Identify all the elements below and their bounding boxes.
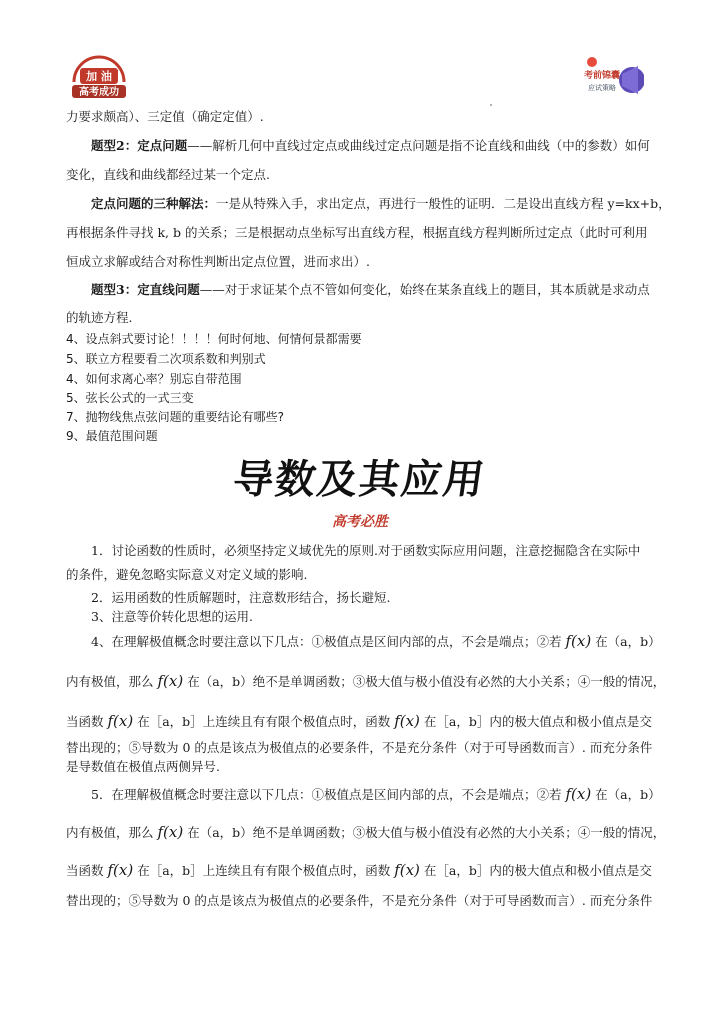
- paragraph-fixed-line: [66, 281, 662, 299]
- page-subtitle: 高考必胜: [332, 514, 388, 530]
- text-line: 的条件，避免忽略实际意义对定义域的影响.: [66, 567, 308, 582]
- math-fx: f(x): [565, 785, 592, 803]
- text-span: 5．在理解极值概念时要注意以下几点：①极值点是区间内部的点，不会是端点；②若: [91, 787, 562, 802]
- text-line: [66, 672, 666, 691]
- text-span: 在: [595, 634, 608, 649]
- stray-dot: [490, 104, 492, 106]
- text-span: 在: [423, 863, 437, 878]
- text-line: 恒成立求解或结合对称性判断出定点位置，进而求出）.: [66, 254, 370, 269]
- math-fx: f(x): [394, 861, 420, 879]
- text-span: 内有极值，那么: [66, 825, 154, 840]
- text-line: [66, 861, 662, 880]
- text-span: 4、在理解极值概念时要注意以下几点：①极值点是区间内部的点，不会是端点；②若: [91, 634, 562, 649]
- text-span: 在: [187, 674, 200, 689]
- math-fx: f(x): [107, 861, 134, 879]
- text-line: 力要求颇高）、三定值（确定定值）.: [66, 109, 264, 124]
- math-fx: f(x): [565, 632, 592, 650]
- text-span: 内的极大值点和极小值点是交: [489, 863, 652, 878]
- interval-open: （a，b）: [199, 674, 253, 689]
- svg-text:高考成功: 高考成功: [79, 87, 119, 98]
- text-span: 内的极大值点和极小值点是交: [489, 714, 652, 729]
- text-span: 当函数: [66, 863, 104, 878]
- text-line: 是导数值在极值点两侧异号.: [66, 759, 220, 774]
- list-item: 5、弦长公式的一式三变: [66, 391, 194, 405]
- exam-tips-logo: [582, 54, 644, 102]
- list-item: 4、设点斜式要讨论！！！！何时何地、何情何景都需要: [66, 332, 362, 346]
- heading-fixed-point: 题型2：定点问题: [91, 138, 188, 153]
- list-item: 4、如何求离心率？别忘自带范围: [66, 372, 242, 386]
- text-line: 替出现的；⑤导数为 0 的点是该点为极值点的必要条件，不是充分条件（对于可导函数而言）. 而充分条件: [66, 740, 653, 755]
- text-span: ——解析几何中直线过定点或曲线过定点问题是指不论直线和曲线（中的参数）如何: [187, 138, 650, 153]
- list-item: 9、最值范围问题: [66, 429, 158, 443]
- text-span: 在: [423, 714, 437, 729]
- math-fx: f(x): [157, 672, 184, 690]
- interval-closed: ［a，b］: [149, 714, 203, 729]
- text-span: 上连续且有有限个极值点时，函数: [202, 714, 391, 729]
- text-line: 的轨迹方程.: [66, 310, 133, 325]
- text-span: 在: [187, 825, 200, 840]
- text-span: 在: [137, 863, 150, 878]
- interval-open: （a，b）: [199, 825, 253, 840]
- page-title: 导数及其应用: [230, 457, 489, 503]
- text-line: [66, 823, 666, 842]
- text-span: 内有极值，那么: [66, 674, 154, 689]
- interval-closed: ［a，b］: [436, 714, 490, 729]
- text-span: 一是从特殊入手，求出定点，再进行一般性的证明．二是设出直线方程 y=kx+b，: [216, 196, 671, 211]
- list-item: 7、抛物线焦点弦问题的重要结论有哪些?: [66, 410, 285, 424]
- paragraph-fixed-point: [66, 137, 662, 155]
- text-span: 上连续且有有限个极值点时，函数: [202, 863, 391, 878]
- interval-open: （a，b）: [607, 787, 661, 802]
- text-line: 1．讨论函数的性质时，必须坚持定义域优先的原则.对于函数实际应用问题，注意挖掘隐含在实际中: [91, 543, 641, 558]
- text-span: 在: [595, 787, 608, 802]
- paragraph-item-4: [66, 632, 662, 651]
- gaokao-logo: [66, 52, 132, 100]
- math-fx: f(x): [394, 712, 420, 730]
- paragraph-item-5: [66, 785, 662, 804]
- text-span: ——对于求证某个点不管如何变化，始终在某条直线上的题目，其本质就是求动点: [199, 282, 650, 297]
- interval-closed: ［a，b］: [436, 863, 490, 878]
- list-item: 5、联立方程要看二次项系数和判别式: [66, 352, 266, 366]
- text-span: 绝不是单调函数；③极大值与极小值没有必然的大小关系；④一般的情况，: [252, 825, 666, 840]
- heading-fixed-line: 题型3：定直线问题: [91, 282, 200, 297]
- svg-text:考前锦囊: 考前锦囊: [584, 71, 621, 81]
- interval-open: （a，b）: [607, 634, 661, 649]
- text-line: 再根据条件寻找 k, b 的关系；三是根据动点坐标写出直线方程，根据直线方程判断所过定点（此时可利用: [66, 225, 648, 240]
- heading-three-methods: 定点问题的三种解法：: [91, 196, 217, 211]
- text-line: 替出现的；⑤导数为 0 的点是该点为极值点的必要条件，不是充分条件（对于可导函数而言）. 而充分条件: [66, 893, 653, 908]
- interval-closed: ［a，b］: [149, 863, 203, 878]
- paragraph-three-methods: [66, 195, 671, 213]
- text-line: 3、注意等价转化思想的运用.: [91, 609, 253, 624]
- math-fx: f(x): [157, 823, 184, 841]
- text-line: 变化，直线和曲线都经过某一个定点.: [66, 167, 270, 182]
- text-span: 绝不是单调函数；③极大值与极小值没有必然的大小关系；④一般的情况，: [252, 674, 666, 689]
- svg-text:加 油: 加 油: [86, 70, 112, 83]
- text-line: [66, 712, 662, 731]
- text-span: 在: [137, 714, 150, 729]
- math-fx: f(x): [107, 712, 134, 730]
- text-line: 2．运用函数的性质解题时，注意数形结合，扬长避短.: [91, 590, 391, 605]
- text-span: 当函数: [66, 714, 104, 729]
- svg-text:应试策略: 应试策略: [588, 84, 616, 92]
